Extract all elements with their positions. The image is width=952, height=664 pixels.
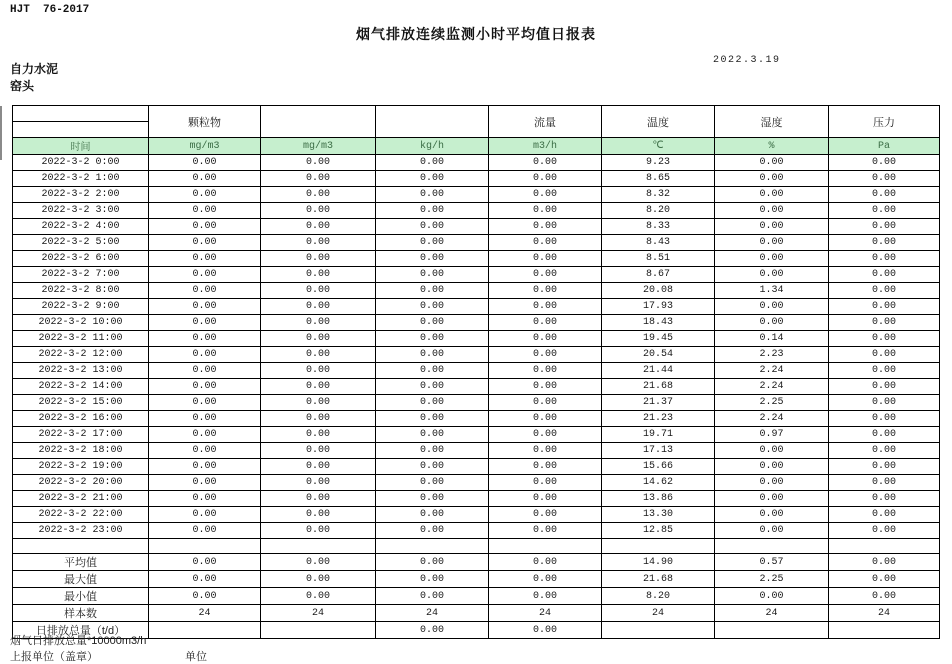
value-cell: 0.00	[489, 443, 602, 459]
time-cell: 2022-3-2 3:00	[13, 203, 149, 219]
summary-value-cell: 24	[149, 605, 261, 622]
value-cell: 8.67	[602, 267, 715, 283]
value-cell: 0.00	[149, 523, 261, 539]
value-cell: 12.85	[602, 523, 715, 539]
value-cell: 0.00	[376, 427, 489, 443]
hour-row	[13, 203, 940, 219]
unit-cell-percent: %	[715, 138, 829, 155]
value-cell: 0.00	[149, 459, 261, 475]
time-cell: 2022-3-2 1:00	[13, 171, 149, 187]
hour-row	[13, 363, 940, 379]
separator-row	[13, 539, 940, 554]
time-cell: 2022-3-2 13:00	[13, 363, 149, 379]
time-cell: 2022-3-2 10:00	[13, 315, 149, 331]
time-cell: 2022-3-2 17:00	[13, 427, 149, 443]
value-cell: 0.00	[376, 267, 489, 283]
hour-row	[13, 523, 940, 539]
value-cell: 0.00	[376, 235, 489, 251]
value-cell: 0.00	[829, 299, 940, 315]
value-cell: 0.00	[829, 427, 940, 443]
value-cell: 0.00	[149, 171, 261, 187]
value-cell: 0.00	[149, 315, 261, 331]
value-cell: 0.00	[149, 187, 261, 203]
value-cell: 0.00	[715, 203, 829, 219]
value-cell: 0.00	[489, 491, 602, 507]
blank-cell	[715, 539, 829, 554]
value-cell: 0.00	[829, 251, 940, 267]
value-cell: 0.00	[715, 235, 829, 251]
value-cell: 13.86	[602, 491, 715, 507]
value-cell: 0.00	[261, 379, 376, 395]
value-cell: 0.14	[715, 331, 829, 347]
value-cell: 0.00	[715, 443, 829, 459]
value-cell: 0.00	[376, 411, 489, 427]
summary-value-cell: 0.00	[489, 554, 602, 571]
value-cell: 0.97	[715, 427, 829, 443]
value-cell: 0.00	[261, 395, 376, 411]
value-cell: 0.00	[261, 475, 376, 491]
value-cell: 2.23	[715, 347, 829, 363]
time-cell: 2022-3-2 12:00	[13, 347, 149, 363]
value-cell: 0.00	[149, 299, 261, 315]
value-cell: 0.00	[149, 219, 261, 235]
time-cell: 2022-3-2 6:00	[13, 251, 149, 267]
value-cell: 15.66	[602, 459, 715, 475]
value-cell: 0.00	[261, 363, 376, 379]
value-cell: 0.00	[715, 459, 829, 475]
value-cell: 0.00	[715, 219, 829, 235]
hour-row	[13, 395, 940, 411]
value-cell: 0.00	[261, 315, 376, 331]
standard-code: HJT 76-2017	[10, 4, 90, 16]
value-cell: 21.37	[602, 395, 715, 411]
value-cell: 0.00	[376, 331, 489, 347]
value-cell: 0.00	[376, 347, 489, 363]
value-cell: 0.00	[489, 475, 602, 491]
value-cell: 0.00	[489, 523, 602, 539]
value-cell: 0.00	[829, 347, 940, 363]
group-header-blank-2	[376, 106, 489, 138]
hour-row	[13, 411, 940, 427]
value-cell: 0.00	[489, 363, 602, 379]
summary-value-cell	[715, 622, 829, 639]
summary-value-cell: 0.00	[261, 571, 376, 588]
value-cell: 0.00	[715, 155, 829, 171]
value-cell: 0.00	[149, 155, 261, 171]
hour-row	[13, 219, 940, 235]
value-cell: 0.00	[715, 267, 829, 283]
time-cell: 2022-3-2 16:00	[13, 411, 149, 427]
value-cell: 0.00	[376, 187, 489, 203]
blank-cell	[602, 539, 715, 554]
hour-row	[13, 379, 940, 395]
value-cell: 0.00	[489, 203, 602, 219]
summary-value-cell: 0.00	[376, 588, 489, 605]
value-cell: 0.00	[715, 507, 829, 523]
value-cell: 0.00	[149, 379, 261, 395]
time-header-spacer-top	[13, 106, 149, 122]
value-cell: 14.62	[602, 475, 715, 491]
value-cell: 8.65	[602, 171, 715, 187]
summary-value-cell: 0.00	[149, 571, 261, 588]
value-cell: 0.00	[261, 331, 376, 347]
summary-label-cell: 最大值	[13, 571, 149, 588]
value-cell: 0.00	[715, 523, 829, 539]
value-cell: 17.13	[602, 443, 715, 459]
time-cell: 2022-3-2 2:00	[13, 187, 149, 203]
summary-value-cell: 0.00	[829, 588, 940, 605]
summary-label-cell: 日排放总量（t/d）	[13, 622, 149, 639]
value-cell: 0.00	[829, 475, 940, 491]
value-cell: 0.00	[261, 203, 376, 219]
group-header-temperature: 温度	[602, 106, 715, 138]
value-cell: 0.00	[376, 379, 489, 395]
hour-row	[13, 299, 940, 315]
value-cell: 0.00	[149, 491, 261, 507]
value-cell: 0.00	[149, 427, 261, 443]
value-cell: 0.00	[261, 411, 376, 427]
summary-value-cell	[149, 622, 261, 639]
value-cell: 0.00	[261, 427, 376, 443]
value-cell: 0.00	[149, 283, 261, 299]
summary-value-cell: 0.00	[829, 554, 940, 571]
summary-value-cell	[261, 622, 376, 639]
value-cell: 0.00	[489, 395, 602, 411]
group-header-blank-1	[261, 106, 376, 138]
value-cell: 0.00	[261, 299, 376, 315]
value-cell: 0.00	[376, 443, 489, 459]
value-cell: 0.00	[715, 171, 829, 187]
summary-value-cell: 0.57	[715, 554, 829, 571]
value-cell: 0.00	[149, 331, 261, 347]
unit-cell-pm-mg: mg/m3	[149, 138, 261, 155]
value-cell: 0.00	[376, 491, 489, 507]
footer-note: 烟气日排放总量*10000m3/h	[10, 635, 147, 647]
page-title: 烟气排放连续监测小时平均值日报表	[356, 26, 596, 42]
value-cell: 0.00	[149, 267, 261, 283]
value-cell: 8.32	[602, 187, 715, 203]
value-cell: 0.00	[261, 523, 376, 539]
unit-cell-pa: Pa	[829, 138, 940, 155]
hour-row	[13, 235, 940, 251]
value-cell: 0.00	[829, 171, 940, 187]
value-cell: 0.00	[489, 299, 602, 315]
value-cell: 0.00	[149, 347, 261, 363]
summary-value-cell: 24	[261, 605, 376, 622]
value-cell: 0.00	[376, 507, 489, 523]
value-cell: 0.00	[715, 187, 829, 203]
value-cell: 21.44	[602, 363, 715, 379]
time-header-cell: 时间	[13, 138, 149, 155]
value-cell: 2.24	[715, 379, 829, 395]
value-cell: 0.00	[715, 475, 829, 491]
value-cell: 0.00	[149, 203, 261, 219]
value-cell: 20.08	[602, 283, 715, 299]
value-cell: 0.00	[376, 283, 489, 299]
summary-value-cell: 0.00	[489, 571, 602, 588]
summary-label-cell: 平均值	[13, 554, 149, 571]
value-cell: 8.43	[602, 235, 715, 251]
summary-value-cell: 0.00	[149, 554, 261, 571]
value-cell: 0.00	[376, 203, 489, 219]
value-cell: 2.24	[715, 363, 829, 379]
value-cell: 0.00	[376, 459, 489, 475]
value-cell: 2.25	[715, 395, 829, 411]
summary-label-cell: 最小值	[13, 588, 149, 605]
summary-value-cell: 24	[829, 605, 940, 622]
value-cell: 0.00	[489, 235, 602, 251]
summary-label-cell: 样本数	[13, 605, 149, 622]
value-cell: 21.68	[602, 379, 715, 395]
left-edge-artifact	[0, 106, 2, 160]
value-cell: 0.00	[376, 251, 489, 267]
value-cell: 0.00	[376, 523, 489, 539]
value-cell: 8.33	[602, 219, 715, 235]
value-cell: 0.00	[489, 347, 602, 363]
summary-row	[13, 554, 940, 571]
value-cell: 0.00	[261, 283, 376, 299]
hour-row	[13, 347, 940, 363]
value-cell: 0.00	[829, 459, 940, 475]
value-cell: 0.00	[261, 443, 376, 459]
summary-value-cell: 0.00	[261, 588, 376, 605]
value-cell: 0.00	[489, 411, 602, 427]
unit-cell-m3h: m3/h	[489, 138, 602, 155]
value-cell: 8.20	[602, 203, 715, 219]
summary-value-cell: 14.90	[602, 554, 715, 571]
value-cell: 0.00	[376, 395, 489, 411]
hour-row	[13, 251, 940, 267]
report-unit-label: 上报单位（盖章）	[10, 651, 98, 663]
value-cell: 0.00	[149, 475, 261, 491]
value-cell: 13.30	[602, 507, 715, 523]
time-cell: 2022-3-2 21:00	[13, 491, 149, 507]
value-cell: 0.00	[829, 203, 940, 219]
value-cell: 0.00	[829, 315, 940, 331]
summary-value-cell: 0.00	[715, 588, 829, 605]
summary-value-cell: 21.68	[602, 571, 715, 588]
time-cell: 2022-3-2 5:00	[13, 235, 149, 251]
value-cell: 0.00	[376, 155, 489, 171]
hour-row	[13, 283, 940, 299]
value-cell: 0.00	[489, 171, 602, 187]
summary-row	[13, 588, 940, 605]
summary-value-cell: 24	[376, 605, 489, 622]
summary-value-cell: 24	[715, 605, 829, 622]
hour-row	[13, 315, 940, 331]
company-name: 自力水泥	[10, 62, 59, 76]
summary-row	[13, 571, 940, 588]
value-cell: 0.00	[261, 491, 376, 507]
time-cell: 2022-3-2 19:00	[13, 459, 149, 475]
summary-value-cell: 8.20	[602, 588, 715, 605]
hour-row	[13, 155, 940, 171]
time-cell: 2022-3-2 14:00	[13, 379, 149, 395]
time-cell: 2022-3-2 11:00	[13, 331, 149, 347]
value-cell: 0.00	[829, 395, 940, 411]
value-cell: 0.00	[489, 283, 602, 299]
value-cell: 0.00	[261, 251, 376, 267]
value-cell: 8.51	[602, 251, 715, 267]
value-cell: 0.00	[829, 411, 940, 427]
time-cell: 2022-3-2 20:00	[13, 475, 149, 491]
hour-row	[13, 459, 940, 475]
summary-value-cell	[829, 622, 940, 639]
blank-cell	[489, 539, 602, 554]
unit-cell-kgh: kg/h	[376, 138, 489, 155]
summary-value-cell: 0.00	[489, 622, 602, 639]
value-cell: 0.00	[261, 187, 376, 203]
value-cell: 0.00	[829, 235, 940, 251]
blank-cell	[261, 539, 376, 554]
value-cell: 0.00	[829, 523, 940, 539]
summary-value-cell: 24	[602, 605, 715, 622]
monitor-point-name: 窑头	[10, 79, 35, 93]
value-cell: 2.24	[715, 411, 829, 427]
value-cell: 19.45	[602, 331, 715, 347]
value-cell: 0.00	[829, 267, 940, 283]
group-header-pressure: 压力	[829, 106, 940, 138]
value-cell: 0.00	[489, 267, 602, 283]
time-cell: 2022-3-2 9:00	[13, 299, 149, 315]
summary-value-cell: 0.00	[829, 571, 940, 588]
value-cell: 0.00	[829, 379, 940, 395]
value-cell: 0.00	[261, 235, 376, 251]
value-cell: 0.00	[829, 283, 940, 299]
summary-value-cell: 0.00	[261, 554, 376, 571]
time-cell: 2022-3-2 18:00	[13, 443, 149, 459]
hour-row	[13, 491, 940, 507]
hour-row	[13, 427, 940, 443]
unit-cell-celsius: ℃	[602, 138, 715, 155]
report-date: 2022.3.19	[713, 55, 781, 66]
value-cell: 0.00	[261, 347, 376, 363]
unit-cell-mg: mg/m3	[261, 138, 376, 155]
value-cell: 0.00	[829, 331, 940, 347]
group-header-humidity: 湿度	[715, 106, 829, 138]
group-header-flow: 流量	[489, 106, 602, 138]
report-table	[12, 105, 940, 639]
summary-value-cell: 0.00	[376, 554, 489, 571]
value-cell: 21.23	[602, 411, 715, 427]
value-cell: 0.00	[489, 507, 602, 523]
value-cell: 0.00	[715, 299, 829, 315]
value-cell: 0.00	[149, 411, 261, 427]
value-cell: 0.00	[376, 299, 489, 315]
value-cell: 0.00	[489, 459, 602, 475]
value-cell: 0.00	[376, 171, 489, 187]
value-cell: 0.00	[489, 187, 602, 203]
hour-row	[13, 187, 940, 203]
unit-header-row	[13, 138, 940, 155]
value-cell: 0.00	[489, 251, 602, 267]
blank-cell	[376, 539, 489, 554]
summary-value-cell: 0.00	[149, 588, 261, 605]
time-cell: 2022-3-2 22:00	[13, 507, 149, 523]
summary-value-cell	[602, 622, 715, 639]
value-cell: 0.00	[149, 251, 261, 267]
value-cell: 0.00	[715, 251, 829, 267]
value-cell: 0.00	[261, 267, 376, 283]
time-cell: 2022-3-2 8:00	[13, 283, 149, 299]
group-header-row	[13, 106, 940, 122]
hour-row	[13, 507, 940, 523]
hour-row	[13, 171, 940, 187]
time-cell: 2022-3-2 0:00	[13, 155, 149, 171]
summary-value-cell: 24	[489, 605, 602, 622]
value-cell: 0.00	[829, 219, 940, 235]
unit-label: 单位	[185, 651, 207, 663]
group-header-pm: 颗粒物	[149, 106, 261, 138]
value-cell: 0.00	[715, 491, 829, 507]
value-cell: 0.00	[829, 507, 940, 523]
value-cell: 0.00	[376, 475, 489, 491]
time-cell: 2022-3-2 15:00	[13, 395, 149, 411]
value-cell: 0.00	[489, 427, 602, 443]
value-cell: 0.00	[149, 395, 261, 411]
value-cell: 0.00	[489, 315, 602, 331]
value-cell: 0.00	[261, 219, 376, 235]
value-cell: 0.00	[376, 315, 489, 331]
value-cell: 0.00	[376, 363, 489, 379]
value-cell: 0.00	[829, 155, 940, 171]
value-cell: 0.00	[261, 155, 376, 171]
summary-row	[13, 622, 940, 639]
value-cell: 0.00	[715, 315, 829, 331]
blank-cell	[149, 539, 261, 554]
value-cell: 1.34	[715, 283, 829, 299]
value-cell: 0.00	[376, 219, 489, 235]
summary-value-cell: 0.00	[489, 588, 602, 605]
value-cell: 0.00	[829, 491, 940, 507]
summary-value-cell: 0.00	[376, 622, 489, 639]
hour-row	[13, 443, 940, 459]
summary-value-cell: 2.25	[715, 571, 829, 588]
value-cell: 0.00	[261, 171, 376, 187]
summary-row	[13, 605, 940, 622]
time-cell: 2022-3-2 7:00	[13, 267, 149, 283]
hour-row	[13, 331, 940, 347]
hour-row	[13, 267, 940, 283]
value-cell: 18.43	[602, 315, 715, 331]
value-cell: 19.71	[602, 427, 715, 443]
time-cell: 2022-3-2 23:00	[13, 523, 149, 539]
value-cell: 17.93	[602, 299, 715, 315]
value-cell: 0.00	[149, 443, 261, 459]
value-cell: 0.00	[489, 331, 602, 347]
value-cell: 0.00	[261, 459, 376, 475]
value-cell: 0.00	[489, 155, 602, 171]
blank-cell	[829, 539, 940, 554]
blank-cell	[13, 539, 149, 554]
value-cell: 0.00	[149, 235, 261, 251]
value-cell: 20.54	[602, 347, 715, 363]
value-cell: 0.00	[261, 507, 376, 523]
value-cell: 0.00	[489, 379, 602, 395]
time-cell: 2022-3-2 4:00	[13, 219, 149, 235]
summary-value-cell: 0.00	[376, 571, 489, 588]
time-header-spacer-bottom	[13, 122, 149, 138]
value-cell: 0.00	[829, 363, 940, 379]
value-cell: 0.00	[829, 187, 940, 203]
value-cell: 0.00	[829, 443, 940, 459]
value-cell: 9.23	[602, 155, 715, 171]
value-cell: 0.00	[149, 363, 261, 379]
value-cell: 0.00	[489, 219, 602, 235]
value-cell: 0.00	[149, 507, 261, 523]
hour-row	[13, 475, 940, 491]
